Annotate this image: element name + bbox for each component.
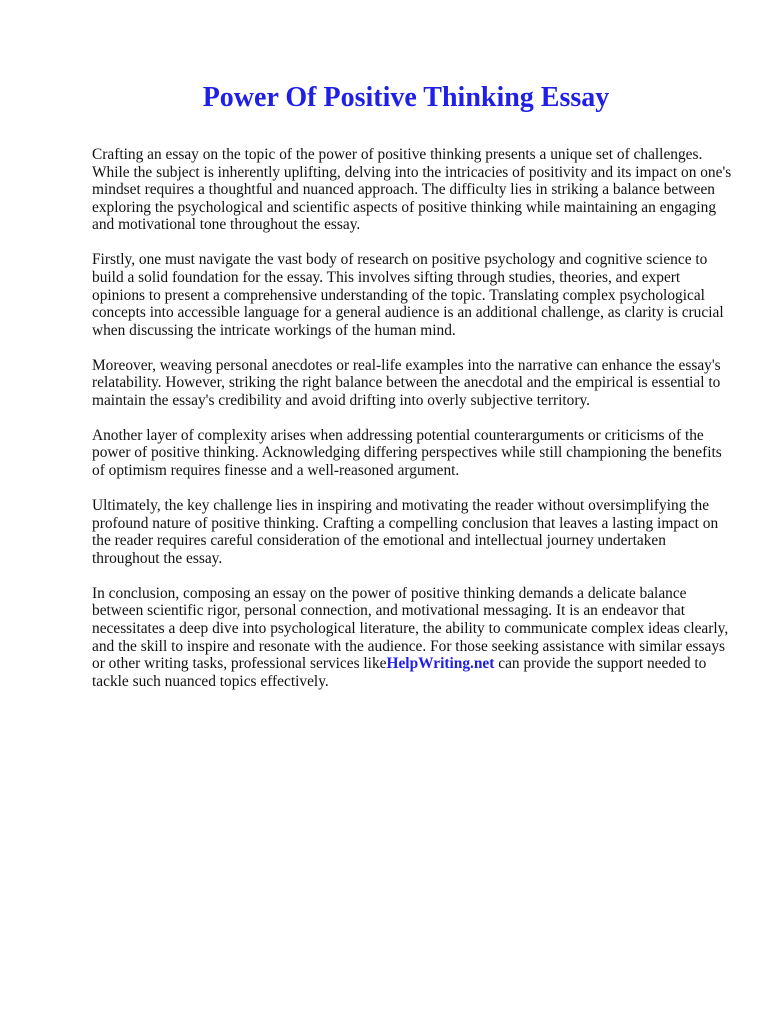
paragraph-counterarguments: Another layer of complexity arises when addressing potential counterarguments or criticisms of the power of positive thinking. Acknowledging differing perspectives while still championing the benefits of optimism requires finesse and a well-reasoned argument. <box>92 426 722 480</box>
helpwriting-link[interactable]: HelpWriting.net <box>386 655 495 673</box>
paragraph-research: Firstly, one must navigate the vast body of research on positive psychology and cognitive science to build a solid foundation for the essay. This involves sifting through studies, theories, and expert opinions to present a comprehensive understanding of the topic. Translating complex psychological concepts into accessible language for a general audience is an additional challenge, as clarity is crucial when discussing the intricate workings of the human mind. <box>92 251 724 339</box>
document-title: Power Of Positive Thinking Essay <box>202 82 610 113</box>
essay-body <box>92 146 732 708</box>
paragraph-anecdotes: Moreover, weaving personal anecdotes or real-life examples into the narrative can enhance the essay's relatability. However, striking the right balance between the anecdotal and the empirical is essential to maintain the essay's credibility and avoid drifting into overly subjective territory. <box>92 356 721 409</box>
conclusion-text: In conclusion, composing an essay on the power of positive thinking demands a delicate balance between scientific rigor, personal connection, and motivational messaging. It is an endeavor that necessitates a deep dive into psychological literature, the ability to communicate complex ideas clearly, and the skill to inspire and resonate with the audience. For those seeking assistance with similar essays or other writing tasks, professional services like <box>92 584 729 673</box>
paragraph-conclusion <box>92 585 732 691</box>
conclusion-text-end: can provide the support needed to tackle such nuanced topics effectively. <box>92 655 707 690</box>
paragraph-intro: Crafting an essay on the topic of the power of positive thinking presents a unique set of challenges. While the subject is inherently uplifting, delving into the intricacies of positivity and its impact on one's mindset requires a thoughtful and nuanced approach. The difficulty lies in striking a balance between exploring the psychological and scientific aspects of positive thinking while maintaining an engaging and motivational tone throughout the essay. <box>92 146 732 234</box>
paragraph-inspiring: Ultimately, the key challenge lies in inspiring and motivating the reader without oversimplifying the profound nature of positive thinking. Crafting a compelling conclusion that leaves a lasting impact on the reader requires careful consideration of the emotional and intellectual journey undertaken throughout the essay. <box>92 497 719 567</box>
